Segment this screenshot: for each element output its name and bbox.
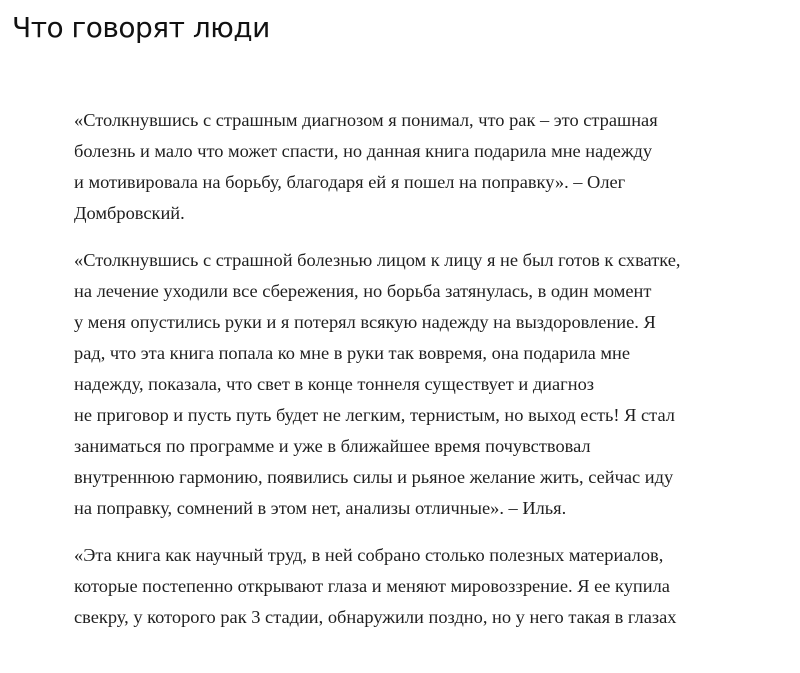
testimonial-line: «Столкнувшись с страшной болезнью лицом к лицу я не был готов к схватке,: [74, 250, 681, 270]
testimonial-line: надежду, показала, что свет в конце тоннеля существует и диагноз: [74, 374, 595, 394]
testimonial-line: Домбровский.: [74, 203, 185, 223]
testimonial-line: «Столкнувшись с страшным диагнозом я понимал, что рак – это страшная: [74, 110, 658, 130]
testimonials-list: [74, 105, 764, 649]
testimonial-2: [74, 245, 764, 524]
testimonial-1: [74, 105, 764, 229]
testimonial-3: [74, 540, 764, 633]
page-title: Что говорят люди: [12, 11, 270, 44]
testimonial-line: на поправку, сомнений в этом нет, анализы отличные». – Илья.: [74, 498, 567, 518]
testimonial-line: которые постепенно открывают глаза и меняют мировоззрение. Я ее купила: [74, 576, 670, 596]
testimonial-line: болезнь и мало что может спасти, но данная книга подарила мне надежду: [74, 141, 653, 161]
testimonial-line: на лечение уходили все сбережения, но борьба затянулась, в один момент: [74, 281, 652, 301]
testimonial-line: не приговор и пусть путь будет не легким, тернистым, но выход есть! Я стал: [74, 405, 675, 425]
testimonial-line: и мотивировала на борьбу, благодаря ей я пошел на поправку». – Олег: [74, 172, 626, 192]
testimonial-line: рад, что эта книга попала ко мне в руки так вовремя, она подарила мне: [74, 343, 631, 363]
testimonial-line: заниматься по программе и уже в ближайшее время почувствовал: [74, 436, 591, 456]
testimonial-line: внутреннюю гармонию, появились силы и рьяное желание жить, сейчас иду: [74, 467, 674, 487]
testimonial-line: свекру, у которого рак 3 стадии, обнаружили поздно, но у него такая в глазах: [74, 607, 677, 627]
testimonial-line: «Эта книга как научный труд, в ней собрано столько полезных материалов,: [74, 545, 664, 565]
testimonial-line: у меня опустились руки и я потерял всякую надежду на выздоровление. Я: [74, 312, 656, 332]
